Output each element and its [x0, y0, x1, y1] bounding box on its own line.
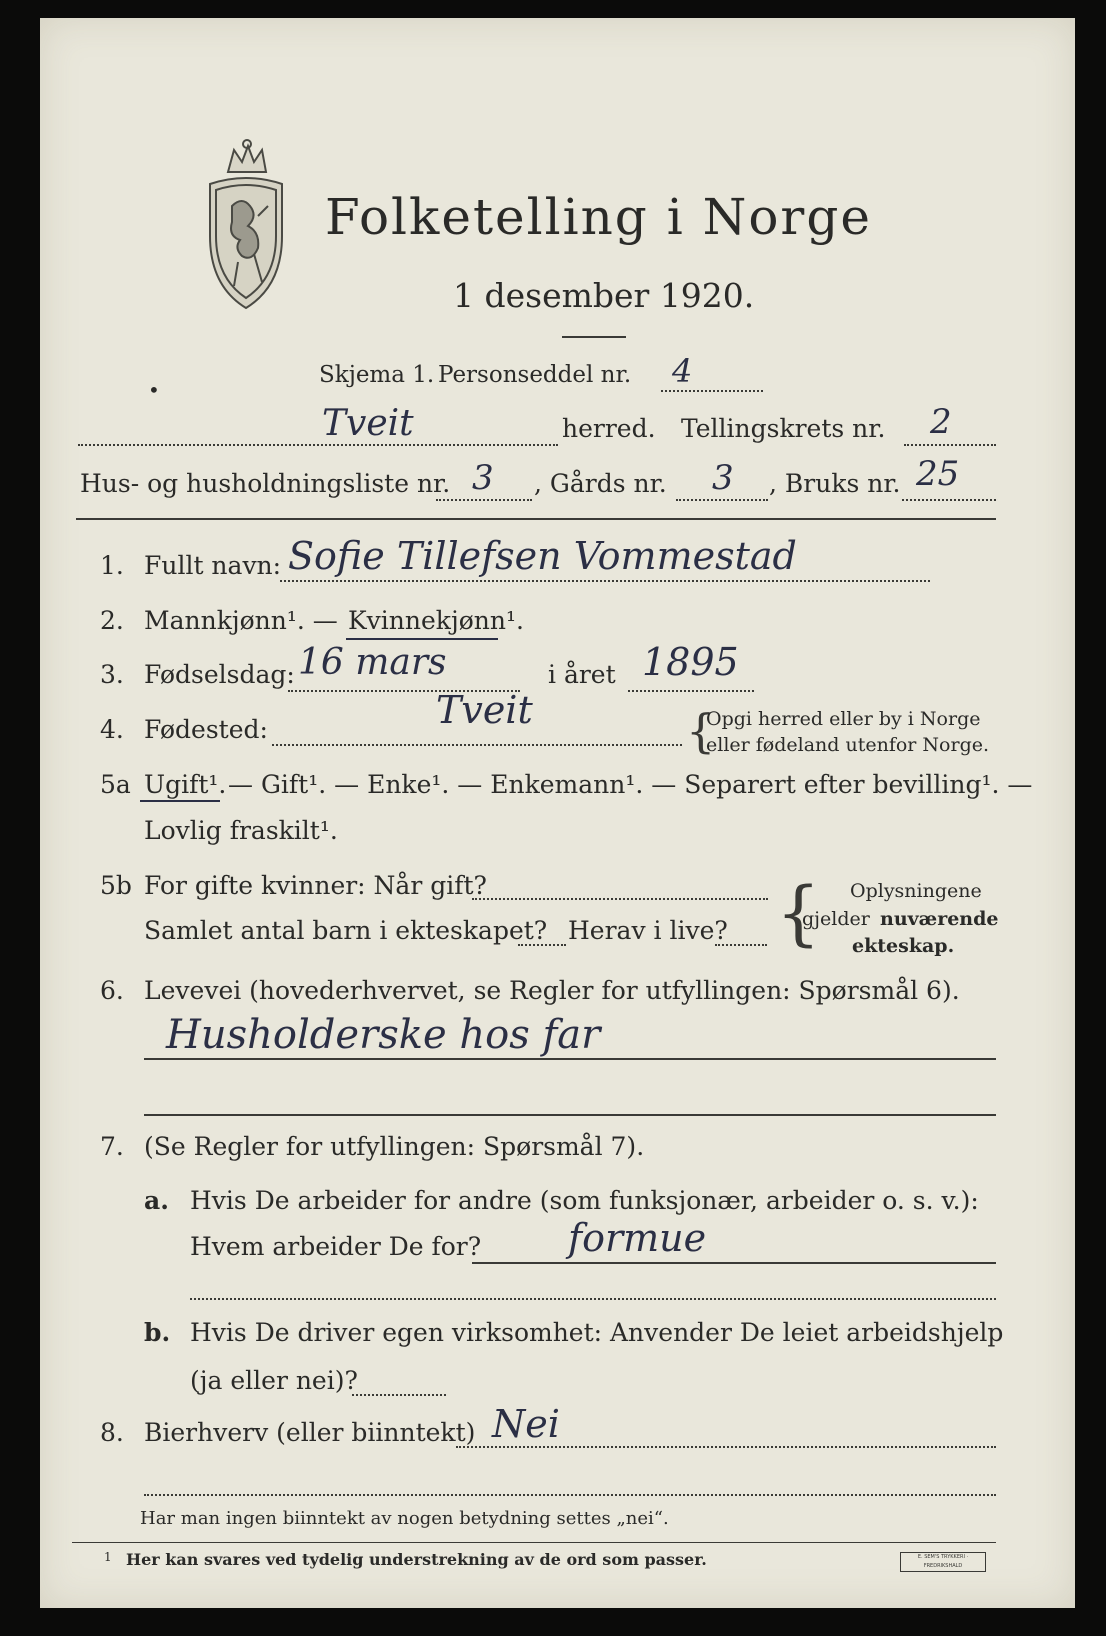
q7a-letter: a. [144, 1186, 169, 1215]
q4-note-2: eller fødeland utenfor Norge. [706, 734, 990, 756]
personseddel-value[interactable]: 4 [672, 352, 693, 390]
q6-label: Levevei (hovederhvervet, se Regler for utfyllingen: Spørsmål 6). [144, 976, 960, 1005]
marital-other-options[interactable]: — Gift¹. — Enke¹. — Enkemann¹. — Separert efter bevilling¹. — [228, 770, 1033, 799]
q5a-number: 5a [100, 770, 131, 799]
q3-label: Fødselsdag: [144, 660, 295, 689]
census-date: 1 desember 1920. [453, 276, 755, 315]
occupation-value[interactable]: Husholderske hos far [166, 1012, 601, 1058]
q8-label: Bierhverv (eller biinntekt) [144, 1418, 476, 1447]
footnote-text: Her kan svares ved tydelig understrekning av de ord som passer. [126, 1550, 707, 1569]
q5b-note-1: Oplysningene [850, 880, 982, 902]
gender-male-option[interactable]: Mannkjønn¹. — [144, 606, 338, 635]
header-divider [76, 518, 996, 520]
q7b-letter: b. [144, 1318, 171, 1347]
coat-of-arms-icon [198, 136, 290, 314]
q7b-text: Hvis De driver egen virksomhet: Anvender De leiet arbeidshjelp [190, 1318, 1004, 1347]
gards-value[interactable]: 3 [712, 458, 734, 498]
occupation-line-2 [144, 1114, 996, 1116]
q7b-question: (ja eller nei)? [190, 1366, 358, 1395]
marital-ugift-option[interactable]: Ugift¹. [144, 770, 227, 799]
q4-number: 4. [100, 715, 124, 744]
herred-label: herred. [562, 414, 656, 443]
skjema-label: Skjema 1. [319, 362, 435, 388]
personseddel-label: Personseddel nr. [438, 362, 632, 388]
side-income-value[interactable]: Nei [492, 1402, 560, 1446]
q5b-children-label: Samlet antal barn i ekteskapet? [144, 916, 548, 945]
q5b-note-3: ekteskap. [852, 935, 955, 957]
gender-female-underline [346, 638, 498, 640]
q4-label: Fødested: [144, 715, 268, 744]
q5b-number: 5b [100, 871, 132, 900]
birthplace-value[interactable]: Tveit [436, 688, 533, 732]
q8-number: 8. [100, 1418, 124, 1447]
q4-note-1: Opgi herred eller by i Norge [706, 708, 981, 730]
tellingskrets-label: Tellingskrets nr. [681, 414, 886, 443]
husholdningsliste-label: Hus- og husholdningsliste nr. [80, 469, 451, 498]
gards-label: , Gårds nr. [534, 469, 667, 498]
q4-brace: { [686, 704, 716, 758]
q5b-married-when-label: For gifte kvinner: Når gift? [144, 871, 487, 900]
q7-label: (Se Regler for utfyllingen: Spørsmål 7). [144, 1132, 645, 1161]
printer-stamp: E. SEM'S TRYKKERI · FREDRIKSHALD [900, 1552, 986, 1572]
husholdningsliste-value[interactable]: 3 [472, 458, 494, 498]
q1-label: Fullt navn: [144, 551, 282, 580]
q5b-note-2b: nuværende [880, 908, 999, 930]
margin-dot: • [148, 378, 160, 402]
birth-year-value[interactable]: 1895 [642, 640, 739, 684]
birth-day-value[interactable]: 16 mars [298, 642, 447, 683]
employer-value[interactable]: formue [568, 1216, 707, 1260]
q6-number: 6. [100, 976, 124, 1005]
gender-female-option[interactable]: Kvinnekjønn¹. [348, 606, 524, 635]
q7a-text: Hvis De arbeider for andre (som funksjonær, arbeider o. s. v.): [190, 1186, 979, 1215]
q1-number: 1. [100, 551, 124, 580]
q7-number: 7. [100, 1132, 124, 1161]
tellingskrets-value[interactable]: 2 [930, 402, 952, 442]
year-label: i året [548, 660, 616, 689]
q7a-question: Hvem arbeider De for? [190, 1232, 482, 1261]
q3-number: 3. [100, 660, 124, 689]
full-name-value[interactable]: Sofie Tillefsen Vommestad [288, 534, 797, 578]
bruks-label: , Bruks nr. [769, 469, 901, 498]
herred-value[interactable]: Tveit [322, 403, 414, 444]
q2-number: 2. [100, 606, 124, 635]
footer-note: Har man ingen biinntekt av nogen betydning settes „nei“. [140, 1508, 669, 1529]
census-form-page [40, 18, 1075, 1608]
title-divider [562, 336, 626, 338]
q5b-note-2: gjelder [802, 908, 870, 930]
marital-fraskilt-option[interactable]: Lovlig fraskilt¹. [144, 816, 338, 845]
occupation-line-1 [144, 1058, 996, 1060]
q5b-alive-label: Herav i live? [568, 916, 728, 945]
footnote-number: 1 [104, 1550, 112, 1564]
form-title: Folketelling i Norge [325, 188, 872, 246]
marital-ugift-underline [140, 800, 220, 802]
q5b-brace: { [776, 872, 821, 954]
bruks-value[interactable]: 25 [916, 454, 960, 494]
